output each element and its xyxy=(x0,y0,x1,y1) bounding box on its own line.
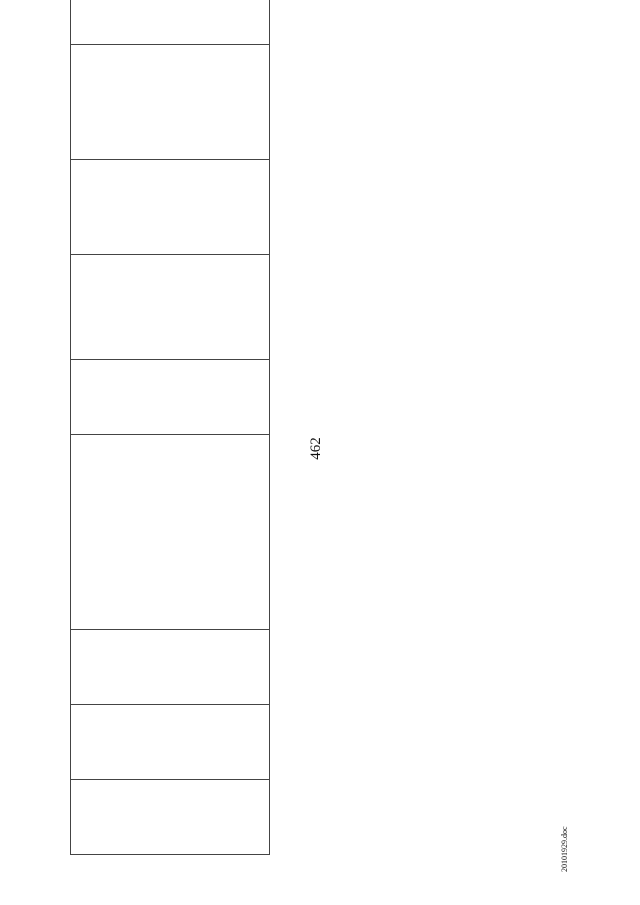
cell-obligation-info xyxy=(71,160,270,255)
cell-development-info xyxy=(71,45,270,160)
cell-inclusion-period xyxy=(71,360,270,435)
body-text xyxy=(240,445,410,735)
cell-priority-info xyxy=(71,255,270,360)
body-area xyxy=(240,445,410,735)
page-number: 462 xyxy=(307,437,324,460)
cell-group xyxy=(71,0,270,45)
footer-file: 20101929.doc xyxy=(560,826,569,872)
cell-technology-name xyxy=(71,780,270,855)
